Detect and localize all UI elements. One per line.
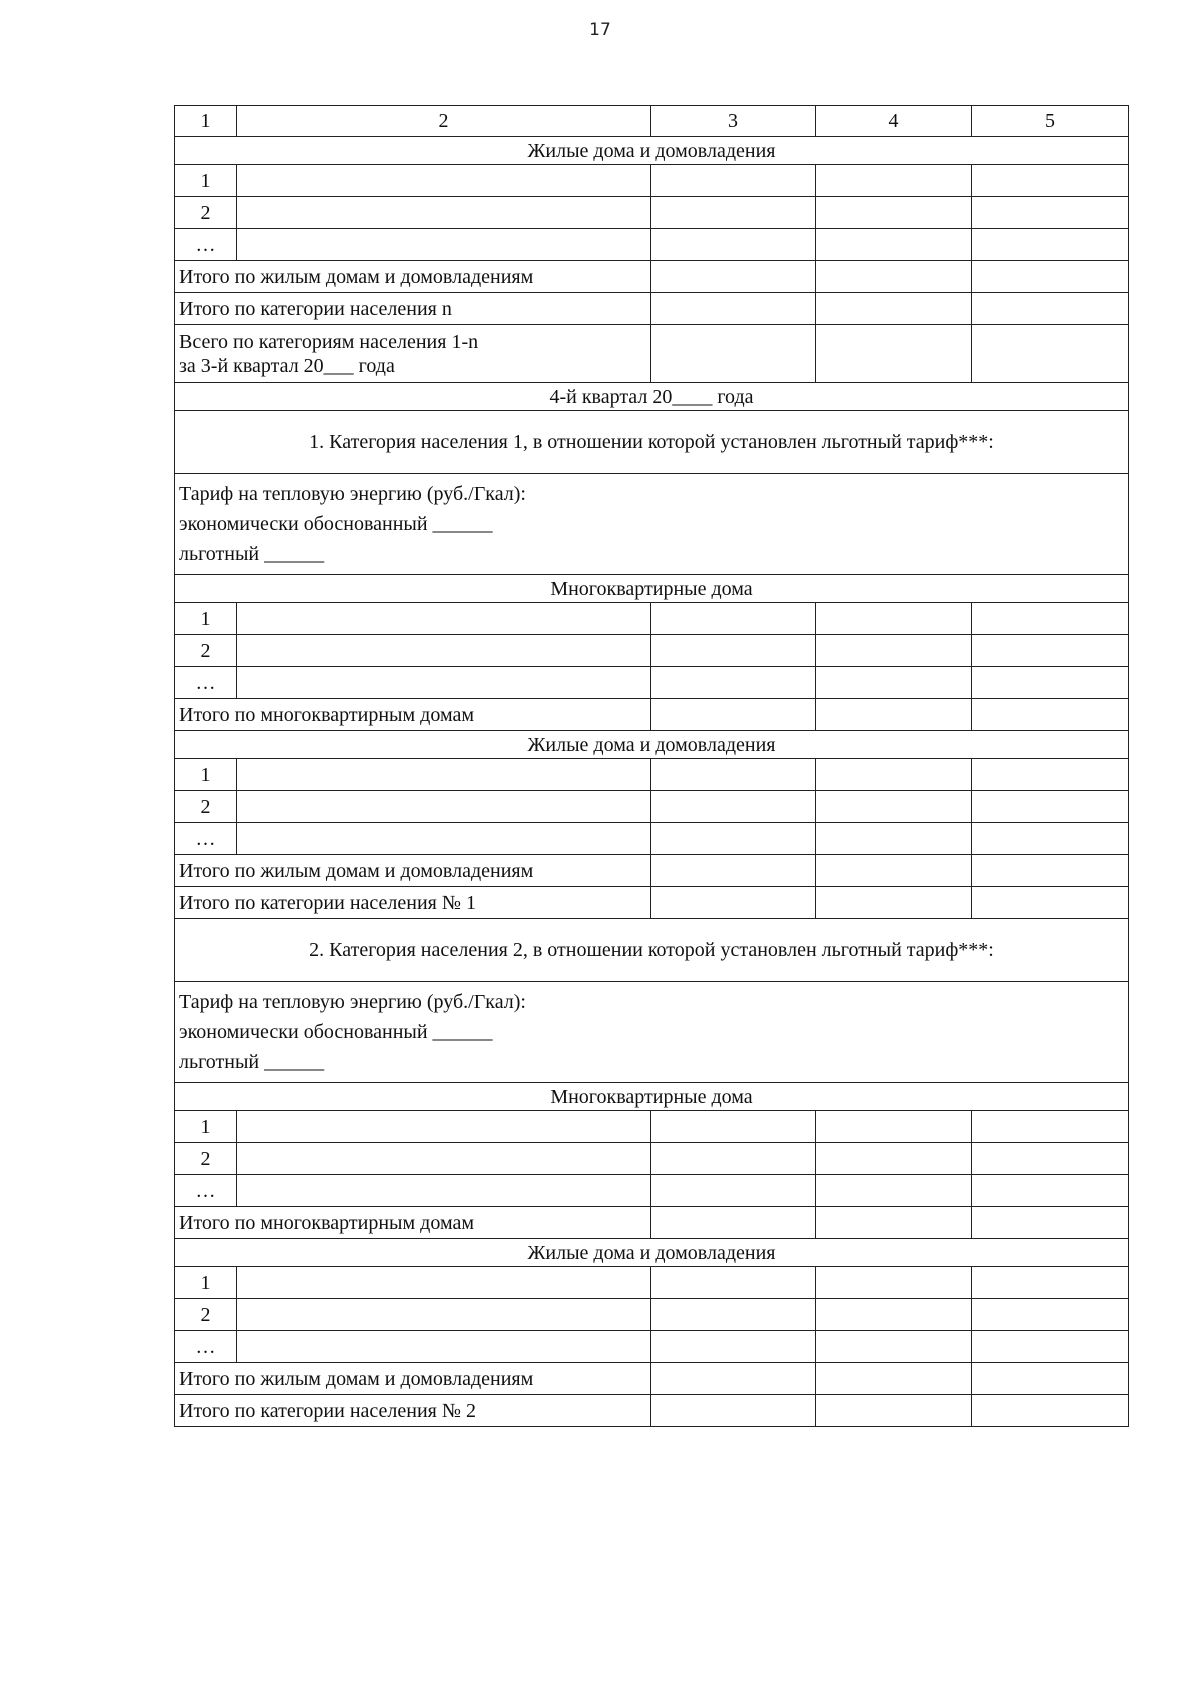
row-name-cell	[237, 759, 651, 791]
grand-total-row	[175, 325, 1129, 383]
row-number: …	[175, 229, 237, 261]
row-col3	[651, 1299, 816, 1331]
total-col5	[972, 1395, 1129, 1427]
row-name-cell	[237, 603, 651, 635]
row-number: 1	[175, 1111, 237, 1143]
row-col5	[972, 229, 1129, 261]
header-cell-3: 3	[651, 106, 816, 137]
table-row	[175, 165, 1129, 197]
row-col4	[816, 823, 972, 855]
row-col4	[816, 667, 972, 699]
row-col5	[972, 635, 1129, 667]
row-name-cell	[237, 1299, 651, 1331]
total-col5	[972, 887, 1129, 919]
row-col3	[651, 1267, 816, 1299]
total-row	[175, 887, 1129, 919]
total-col3	[651, 1395, 816, 1427]
row-name-cell	[237, 791, 651, 823]
row-name-cell	[237, 1267, 651, 1299]
row-col3	[651, 667, 816, 699]
row-number: 2	[175, 635, 237, 667]
tariff-line: Тариф на тепловую энергию (руб./Гкал):	[179, 483, 526, 505]
header-cell-4: 4	[816, 106, 972, 137]
total-col3	[651, 293, 816, 325]
total-label: Итого по категории населения n	[175, 293, 651, 325]
total-col5	[972, 855, 1129, 887]
row-col4	[816, 1143, 972, 1175]
section-row	[175, 383, 1129, 411]
grand-total-col3	[651, 325, 816, 383]
section-title: Жилые дома и домовладения	[175, 731, 1129, 759]
row-name-cell	[237, 165, 651, 197]
row-col5	[972, 1111, 1129, 1143]
row-col4	[816, 1175, 972, 1207]
row-col5	[972, 759, 1129, 791]
row-col4	[816, 1267, 972, 1299]
header-cell-5: 5	[972, 106, 1129, 137]
row-col4	[816, 791, 972, 823]
section-title: Жилые дома и домовладения	[175, 137, 1129, 165]
report-table-body	[175, 106, 1129, 1427]
table-row	[175, 759, 1129, 791]
row-col5	[972, 1331, 1129, 1363]
total-label: Итого по многоквартирным домам	[175, 699, 651, 731]
row-number: 1	[175, 759, 237, 791]
row-col3	[651, 791, 816, 823]
header-cell-2: 2	[237, 106, 651, 137]
row-col5	[972, 1299, 1129, 1331]
table-row	[175, 1299, 1129, 1331]
section-row	[175, 1083, 1129, 1111]
row-col5	[972, 791, 1129, 823]
total-col5	[972, 699, 1129, 731]
section-row	[175, 1239, 1129, 1267]
row-col5	[972, 1175, 1129, 1207]
table-row	[175, 229, 1129, 261]
total-label: Итого по категории населения № 1	[175, 887, 651, 919]
row-col3	[651, 1331, 816, 1363]
grand-total-label	[175, 325, 651, 383]
row-col4	[816, 1331, 972, 1363]
total-label: Итого по жилым домам и домовладениям	[175, 1363, 651, 1395]
row-col3	[651, 229, 816, 261]
row-col3	[651, 603, 816, 635]
total-col5	[972, 261, 1129, 293]
table-row	[175, 667, 1129, 699]
row-name-cell	[237, 667, 651, 699]
row-col3	[651, 1143, 816, 1175]
row-col4	[816, 1111, 972, 1143]
row-number: 2	[175, 791, 237, 823]
row-number: …	[175, 823, 237, 855]
total-label: Итого по многоквартирным домам	[175, 1207, 651, 1239]
grand-total-line: Всего по категориям населения 1-n	[179, 330, 479, 353]
total-row	[175, 261, 1129, 293]
grand-total-col4	[816, 325, 972, 383]
row-number: 2	[175, 1299, 237, 1331]
tariff-line: экономически обоснованный ______	[179, 1021, 493, 1043]
total-col5	[972, 293, 1129, 325]
total-row	[175, 1207, 1129, 1239]
total-col3	[651, 1207, 816, 1239]
row-col4	[816, 165, 972, 197]
row-name-cell	[237, 197, 651, 229]
row-col3	[651, 823, 816, 855]
grand-total-line: за 3-й квартал 20___ года	[179, 354, 395, 377]
table-row	[175, 603, 1129, 635]
row-col5	[972, 197, 1129, 229]
table-row	[175, 1111, 1129, 1143]
row-col3	[651, 635, 816, 667]
total-row	[175, 1395, 1129, 1427]
total-col4	[816, 1207, 972, 1239]
row-number: 1	[175, 603, 237, 635]
tariff-line: льготный ______	[179, 1051, 325, 1073]
total-col3	[651, 261, 816, 293]
row-name-cell	[237, 229, 651, 261]
tariff-row	[175, 474, 1129, 575]
section-title: Многоквартирные дома	[175, 1083, 1129, 1111]
row-number: 2	[175, 1143, 237, 1175]
table-row	[175, 823, 1129, 855]
row-col4	[816, 229, 972, 261]
grand-total-col5	[972, 325, 1129, 383]
total-label: Итого по категории населения № 2	[175, 1395, 651, 1427]
row-number: …	[175, 667, 237, 699]
total-col3	[651, 887, 816, 919]
section-row	[175, 575, 1129, 603]
row-col3	[651, 1175, 816, 1207]
row-col4	[816, 635, 972, 667]
total-col3	[651, 1363, 816, 1395]
total-label: Итого по жилым домам и домовладениям	[175, 261, 651, 293]
section-title: Многоквартирные дома	[175, 575, 1129, 603]
total-col4	[816, 699, 972, 731]
total-col4	[816, 1363, 972, 1395]
total-label: Итого по жилым домам и домовладениям	[175, 855, 651, 887]
row-number: 1	[175, 165, 237, 197]
tariff-cell	[175, 474, 1129, 575]
section-title: Жилые дома и домовладения	[175, 1239, 1129, 1267]
row-col3	[651, 1111, 816, 1143]
row-number: …	[175, 1175, 237, 1207]
row-col4	[816, 197, 972, 229]
report-table	[174, 105, 1129, 1427]
row-number: …	[175, 1331, 237, 1363]
table-row	[175, 1267, 1129, 1299]
total-col5	[972, 1207, 1129, 1239]
table-row	[175, 197, 1129, 229]
row-col5	[972, 1267, 1129, 1299]
total-col4	[816, 1395, 972, 1427]
total-col3	[651, 855, 816, 887]
table-row	[175, 1143, 1129, 1175]
row-col4	[816, 759, 972, 791]
row-name-cell	[237, 635, 651, 667]
section-title: 4-й квартал 20____ года	[175, 383, 1129, 411]
row-col4	[816, 603, 972, 635]
row-name-cell	[237, 1143, 651, 1175]
total-row	[175, 293, 1129, 325]
row-col4	[816, 1299, 972, 1331]
row-col5	[972, 1143, 1129, 1175]
tariff-line: экономически обоснованный ______	[179, 513, 493, 535]
total-col3	[651, 699, 816, 731]
total-row	[175, 1363, 1129, 1395]
section-row	[175, 137, 1129, 165]
tariff-row	[175, 982, 1129, 1083]
total-row	[175, 855, 1129, 887]
table-row	[175, 635, 1129, 667]
row-name-cell	[237, 1111, 651, 1143]
header-row	[175, 106, 1129, 137]
table-row	[175, 791, 1129, 823]
row-name-cell	[237, 1331, 651, 1363]
category-row	[175, 411, 1129, 474]
row-number: 2	[175, 197, 237, 229]
total-col4	[816, 293, 972, 325]
tariff-line: льготный ______	[179, 543, 325, 565]
row-col5	[972, 667, 1129, 699]
row-name-cell	[237, 1175, 651, 1207]
row-number: 1	[175, 1267, 237, 1299]
row-col3	[651, 197, 816, 229]
row-col3	[651, 759, 816, 791]
total-col5	[972, 1363, 1129, 1395]
row-col5	[972, 165, 1129, 197]
table-row	[175, 1175, 1129, 1207]
tariff-line: Тариф на тепловую энергию (руб./Гкал):	[179, 991, 526, 1013]
row-col5	[972, 603, 1129, 635]
tariff-cell	[175, 982, 1129, 1083]
category-title: 1. Категория населения 1, в отношении которой установлен льготный тариф***:	[175, 411, 1129, 474]
header-cell-1: 1	[175, 106, 237, 137]
table-row	[175, 1331, 1129, 1363]
category-row	[175, 919, 1129, 982]
category-title: 2. Категория населения 2, в отношении которой установлен льготный тариф***:	[175, 919, 1129, 982]
total-row	[175, 699, 1129, 731]
row-name-cell	[237, 823, 651, 855]
section-row	[175, 731, 1129, 759]
total-col4	[816, 261, 972, 293]
total-col4	[816, 855, 972, 887]
page-number: 17	[589, 20, 611, 40]
row-col5	[972, 823, 1129, 855]
row-col3	[651, 165, 816, 197]
total-col4	[816, 887, 972, 919]
